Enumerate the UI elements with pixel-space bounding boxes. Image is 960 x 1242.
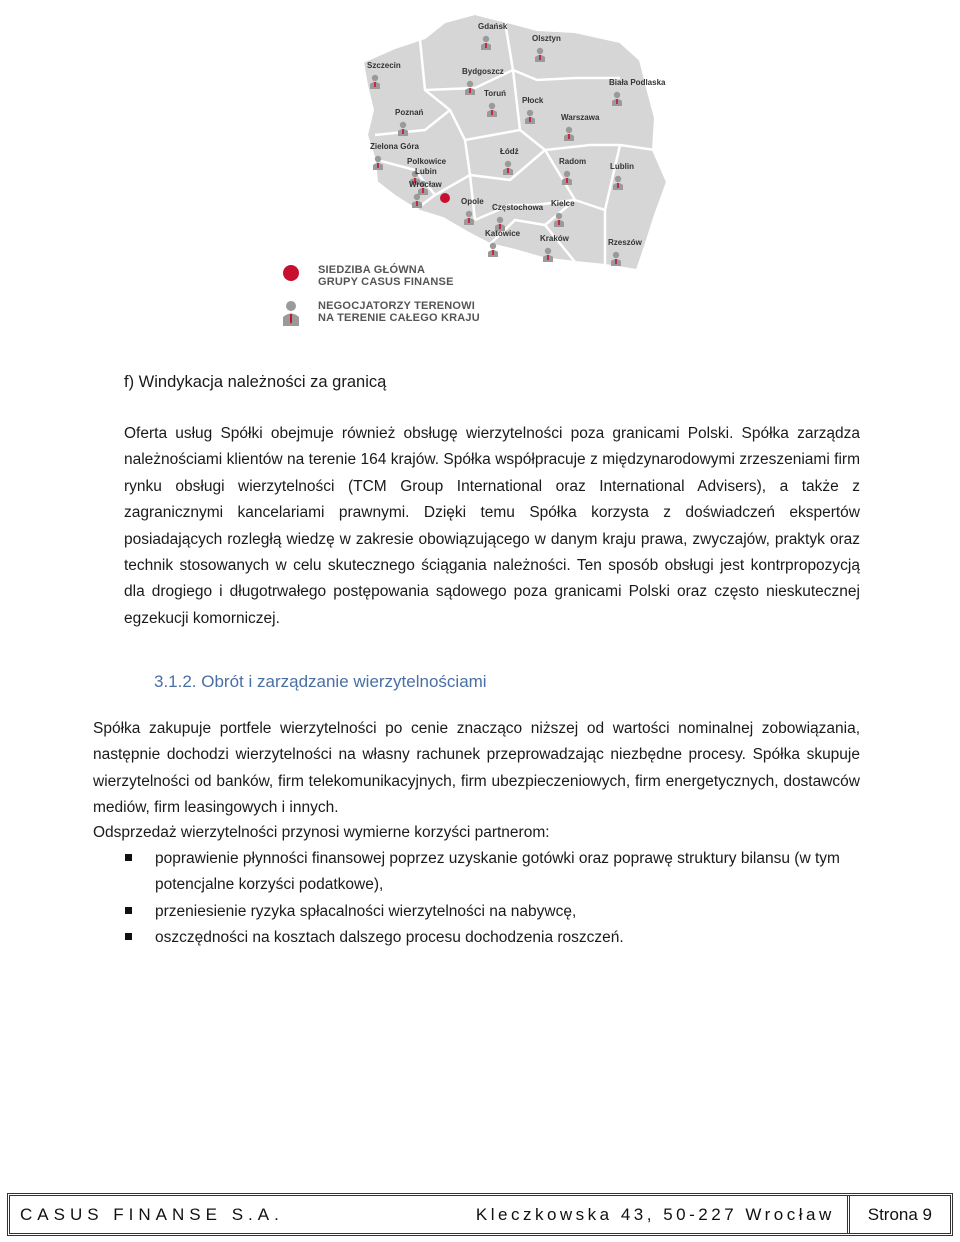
legend-hq-line2: GRUPY CASUS FINANSE [318,276,454,288]
section-f-heading: f) Windykacja należności za granicą [124,373,387,391]
city-label: Płock [522,96,544,105]
city-label: Gdańsk [478,22,508,31]
city-label: Radom [559,157,587,166]
city-label: Kraków [540,234,569,243]
section-f-paragraph: Oferta usług Spółki obejmuje również obsługę wierzytelności poza granicami Polski. Spółka zarządza należnościami klientów na terenie 164 krajów. Spółka współpracuje z międzynarodowymi zrzeszeniami firm rynku obsługi wierzytelności (TCM Group International oraz International Advisers), a także z zagranicznymi kancelariami prawnymi. Dzięki temu Spółka korzysta z doświadczeń ekspertów posiadających rozległą wiedzę w zakresie obowiązującego w danym kraju prawa, zwyczajów, praktyk oraz technik stosowanych w celu skutecznego ściągania należności. Ten sposób obsługi jest kontrpropozycją dla drogiego i długotrwałego postępowania sądowego poza granicami Polski oraz często nieskutecznej egzekucji komorniczej. [124,425,860,627]
footer-page-number: Strona 9 [847,1196,950,1233]
red-pin-icon [282,264,300,292]
city-label: Lubin [415,167,437,176]
city-label: Polkowice [407,157,447,166]
list-item: przeniesienie ryzyka spłacalności wierzytelności na nabywcę, [93,899,863,925]
city-label: Lublin [610,162,634,171]
city-label: Opole [461,197,484,206]
footer-address: Kleczkowska 43, 50-227 Wrocław [475,1204,835,1224]
list-item: oszczędności na kosztach dalszego procesu dochodzenia roszczeń. [93,925,863,951]
legend-field-line1: NEGOCJATORZY TERENOWI [318,300,475,312]
section-312-intro: Odsprzedaż wierzytelności przynosi wymierne korzyści partnerom: [93,824,550,841]
city-label: Kielce [551,199,575,208]
city-label: Bydgoszcz [462,67,504,76]
city-label: Poznań [395,108,424,117]
city-label: Olsztyn [532,34,561,43]
city-label: Rzeszów [608,238,642,247]
city-label: Katowice [485,229,521,238]
city-label: Zielona Góra [370,142,419,151]
section-312-heading: 3.1.2. Obrót i zarządzanie wierzytelnościami [154,672,487,691]
legend-field-text [318,300,480,324]
city-label: Częstochowa [492,203,544,212]
list-item: poprawienie płynności finansowej poprzez uzyskanie gotówki oraz poprawę struktury bilansu (w tym potencjalne korzyści podatkowe), [93,846,863,899]
person-icon [282,300,300,328]
section-312-paragraph: Spółka zakupuje portfele wierzytelności po cenie znacząco niższej od wartości nominalnej zobowiązania, następnie dochodzi wierzytelności na własny rachunek przeprowadzając niezbędne procesy. Spółka skupuje wierzytelności od banków, firm telekomunikacyjnych, firm ubezpieczeniowych, firm energetycznych, dostawców mediów, firm leasingowych i innych. [93,720,860,817]
legend-hq [282,264,454,292]
city-label: Szczecin [367,61,401,70]
legend-field [282,300,480,328]
page-footer [7,1193,953,1236]
city-label: Łódź [500,147,519,156]
city-label: Biała Podlaska [609,78,666,87]
benefits-list [93,846,863,952]
footer-company: CASUS FINANSE S.A. [20,1204,284,1224]
legend-hq-line1: SIEDZIBA GŁÓWNA [318,264,426,276]
legend-field-line2: NA TERENIE CAŁEGO KRAJU [318,312,480,324]
legend-hq-text [318,264,454,288]
city-label: Toruń [484,89,507,98]
city-label: Wrocław [409,180,442,189]
city-label: Warszawa [561,113,600,122]
